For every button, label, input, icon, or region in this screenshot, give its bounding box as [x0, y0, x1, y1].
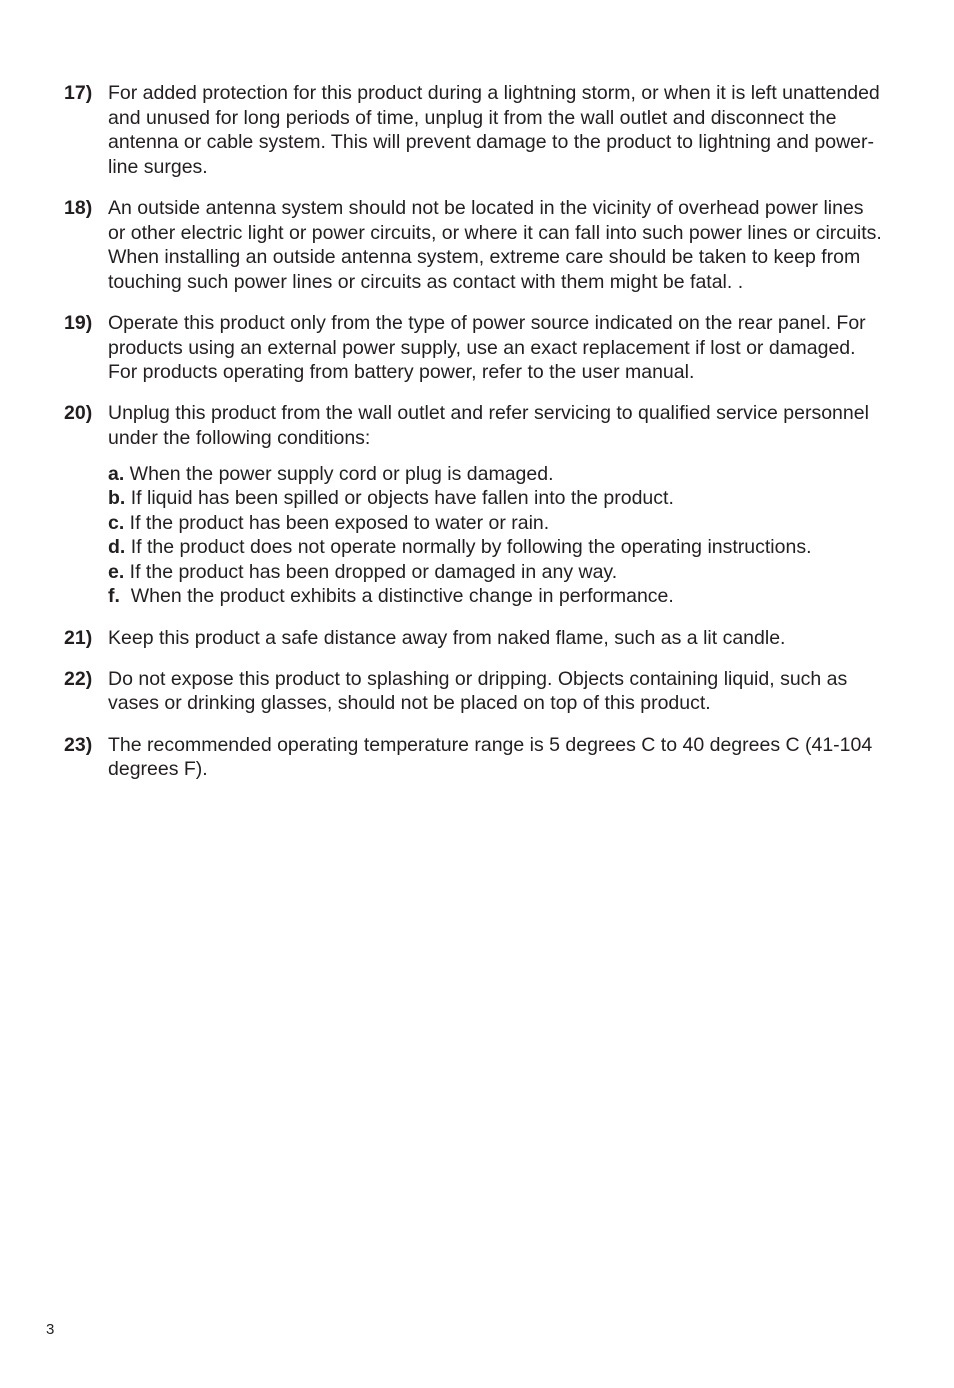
item-text: An outside antenna system should not be located in the vicinity of overhead power lines or other electric light or power circuits, or where it can fall into such power lines or circuits. When installing an outside antenna system, extreme care should be taken to keep from touching such power lines or circuits as contact with them might be fatal. . [108, 196, 882, 293]
list-item [64, 733, 884, 782]
sublist-item-text: If the product does not operate normally by following the operating instructions. [125, 536, 812, 559]
item-body [108, 401, 884, 609]
list-item [64, 667, 884, 716]
sublist-item-label: b. [108, 487, 126, 510]
item-text: For added protection for this product during a lightning storm, or when it is left unattended and unused for long periods of time, unplug it from the wall outlet and disconnect the antenna or cable system. This will prevent damage to the product to lightning and power-line surges. [108, 82, 880, 178]
item-text: The recommended operating temperature range is 5 degrees C to 40 degrees C (41-104 degrees F). [108, 733, 873, 781]
list-item [64, 401, 884, 609]
sublist-item [108, 486, 884, 511]
page-number: 3 [46, 1321, 55, 1338]
sublist-item-label: f. [108, 585, 120, 608]
sublist-item-label: c. [108, 511, 125, 534]
sublist-item [108, 535, 884, 560]
sublist-item-label: a. [108, 462, 125, 485]
item-text: Keep this product a safe distance away from naked flame, such as a lit candle. [108, 626, 786, 649]
sublist-item-text: When the product exhibits a distinctive change in performance. [119, 585, 674, 608]
item-number: 18) [64, 196, 93, 219]
list-item [64, 311, 884, 385]
item-number: 22) [64, 667, 93, 690]
sublist-item-text: If the product has been dropped or damaged in any way. [124, 560, 618, 583]
sublist-item-text: If the product has been exposed to water or rain. [124, 511, 550, 534]
sublist-item-text: When the power supply cord or plug is damaged. [124, 462, 554, 485]
item-number: 19) [64, 311, 93, 334]
sublist-item [108, 560, 884, 585]
item-number: 20) [64, 402, 93, 425]
item-number: 21) [64, 626, 93, 649]
sublist-item-label: d. [108, 536, 126, 559]
sublist-item [108, 511, 884, 536]
sublist-item [108, 584, 884, 609]
list-item [64, 626, 884, 651]
list-item [64, 81, 884, 179]
item-text: Do not expose this product to splashing or dripping. Objects containing liquid, such as vases or drinking glasses, should not be placed on top of this product. [108, 667, 848, 715]
item-text: Unplug this product from the wall outlet and refer servicing to qualified service personnel under the following conditions: [108, 402, 869, 449]
item-text: Operate this product only from the type of power source indicated on the rear panel. For products using an external power supply, use an exact replacement if lost or damaged. For products operating from battery power, refer to the user manual. [108, 311, 866, 384]
safety-instructions-list [64, 81, 884, 798]
item-number: 23) [64, 733, 93, 756]
condition-sublist [108, 462, 884, 610]
sublist-item-text: If liquid has been spilled or objects have fallen into the product. [125, 487, 674, 510]
sublist-item-label: e. [108, 560, 125, 583]
item-number: 17) [64, 82, 93, 104]
list-item [64, 196, 884, 294]
sublist-item [108, 462, 884, 487]
